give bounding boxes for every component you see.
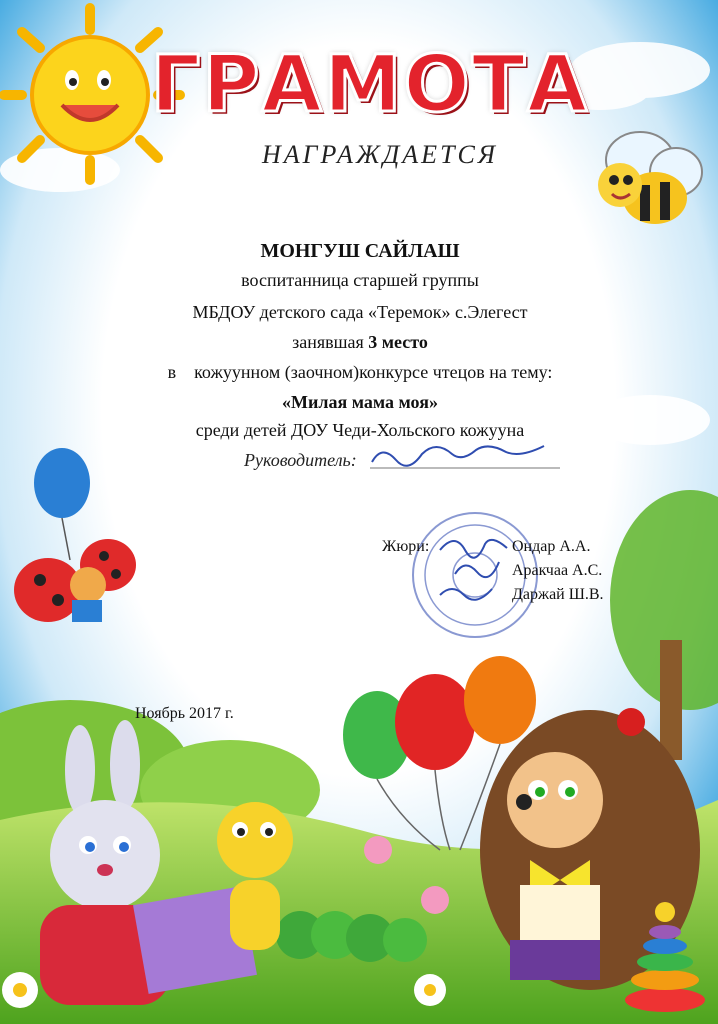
contest-line: в кожуунном (заочном)конкурсе чтецов на тему: xyxy=(167,362,553,382)
balloon-ladybug-icon xyxy=(14,448,136,622)
jury-label: Жюри: xyxy=(382,538,430,555)
leader-signature-icon xyxy=(370,446,560,468)
jury-member: Ондар А.А. xyxy=(512,538,591,555)
certificate-title: ГРАМОТА xyxy=(150,40,590,130)
issue-date: Ноябрь 2017 г. xyxy=(135,705,234,722)
region-line: среди детей ДОУ Чеди-Хольского кожууна xyxy=(195,420,525,440)
place-prefix: занявшая xyxy=(292,332,369,352)
place-line xyxy=(100,332,620,353)
leader-label: Руководитель: xyxy=(244,450,357,470)
caterpillar-icon xyxy=(217,802,427,962)
awarded-heading: НАГРАЖДАЕТСЯ xyxy=(262,140,498,169)
jury-member: Аракчаа А.С. xyxy=(512,562,603,579)
jury-member: Даржай Ш.В. xyxy=(512,586,604,603)
bee-icon xyxy=(598,132,702,224)
kindergarten-line: МБДОУ детского сада «Теремок» с.Элегест xyxy=(192,302,528,322)
group-line: воспитанница старшей группы xyxy=(241,270,479,290)
place-value: 3 место xyxy=(368,332,428,352)
theme-line: «Милая мама моя» xyxy=(282,392,438,412)
recipient-name: МОНГУШ САЙЛАШ xyxy=(260,240,460,262)
